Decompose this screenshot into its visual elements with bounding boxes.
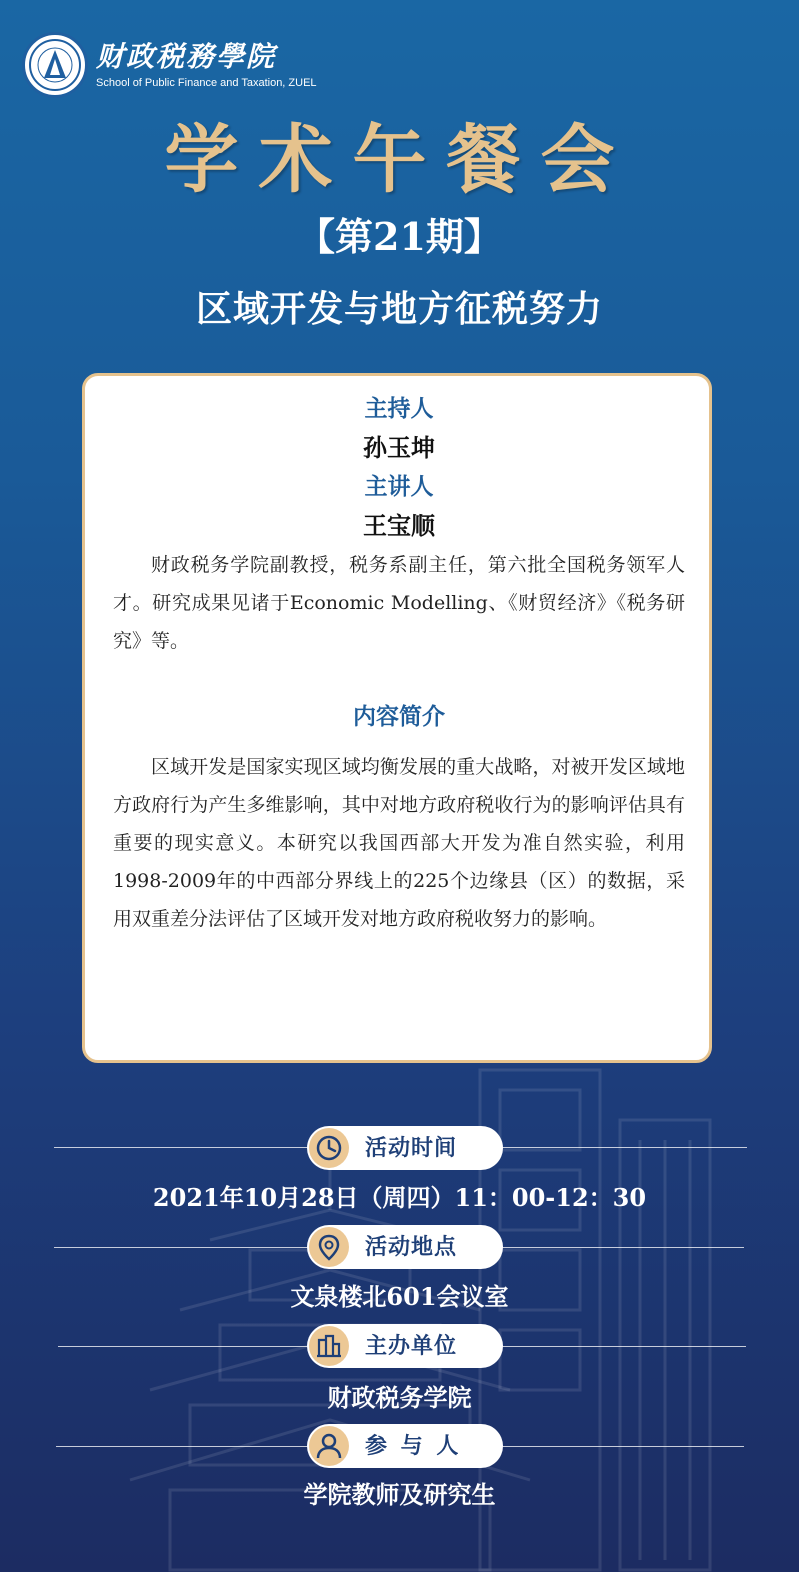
clock-icon: [309, 1128, 349, 1168]
attendee-label: 参 与 人: [365, 1433, 462, 1459]
attendee-pill: [307, 1424, 503, 1468]
time-pill: [307, 1126, 503, 1170]
university-emblem-icon: [22, 32, 88, 98]
host-label: 主持人: [364, 395, 434, 422]
school-name-en: School of Public Finance and Taxation, ZUEL: [96, 77, 317, 89]
school-logo: [22, 32, 317, 98]
talk-title: 区域开发与地方征税努力: [195, 288, 603, 330]
host-name: 孙玉坤: [363, 433, 435, 462]
school-name-cn: 财政税務學院: [96, 40, 277, 73]
speaker-bio: 财政税务学院副教授，税务系副主任，第六批全国税务领军人才。研究成果见诸于Economic Modelling、《财贸经济》《税务研究》等。: [113, 554, 685, 652]
organizer-pill: [307, 1324, 503, 1368]
summary-text: 区域开发是国家实现区域均衡发展的重大战略，对被开发区域地方政府行为产生多维影响，其中对地方政府税收行为的影响评估具有重要的现实意义。本研究以我国西部大开发为准自然实验，利用1998-2009年的中西部分界线上的225个边缘县（区）的数据，采用双重差分法评估了区域开发对地方政府税收努力的影响。: [113, 756, 685, 930]
speaker-name: 王宝顺: [363, 511, 435, 540]
person-icon: [309, 1426, 349, 1466]
time-value: 2021年10月28日（周四）11：00-12：30: [152, 1183, 647, 1212]
organizer-label: 主办单位: [365, 1333, 458, 1359]
main-title: 学术午餐会: [164, 117, 635, 203]
organizer-value: 财政税务学院: [327, 1383, 472, 1412]
issue-number: 【第21期】: [297, 214, 502, 259]
info-card: [82, 373, 712, 1063]
place-label: 活动地点: [365, 1234, 458, 1260]
place-pill: [307, 1225, 503, 1269]
attendee-value: 学院教师及研究生: [303, 1480, 496, 1509]
building-icon: [309, 1326, 349, 1366]
location-pin-icon: [309, 1227, 349, 1267]
speaker-label: 主讲人: [364, 473, 434, 500]
summary-label: 内容简介: [353, 703, 445, 730]
place-value: 文泉楼北601会议室: [290, 1282, 509, 1311]
time-label: 活动时间: [365, 1135, 458, 1161]
